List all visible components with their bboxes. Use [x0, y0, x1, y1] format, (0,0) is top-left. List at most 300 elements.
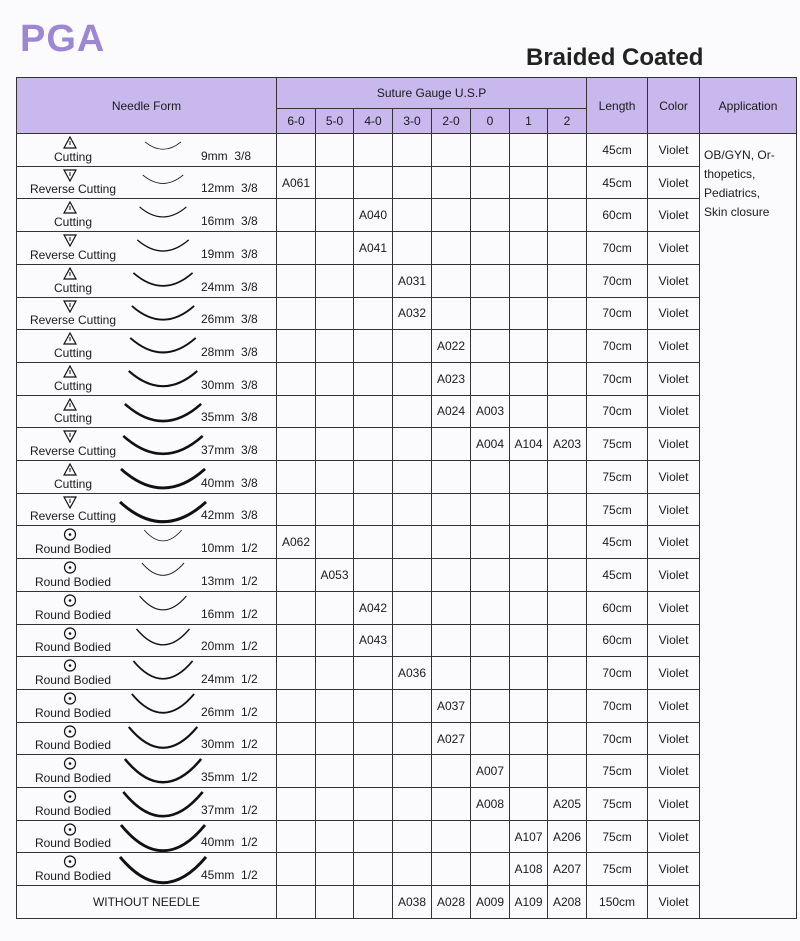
length-cell: 70cm	[587, 689, 648, 722]
needle-form-cell	[17, 788, 277, 821]
product-code-cell	[393, 428, 432, 461]
product-code-cell	[548, 657, 587, 690]
product-code-cell	[510, 166, 548, 199]
product-code-cell	[471, 362, 510, 395]
needle-size: 19mm	[201, 246, 235, 261]
table-row	[17, 461, 797, 494]
triangle-up-icon	[63, 365, 77, 378]
product-code-cell	[548, 461, 587, 494]
length-cell: 70cm	[587, 297, 648, 330]
needle-type-label: Reverse Cutting	[29, 509, 117, 524]
needle-type-label: Reverse Cutting	[29, 313, 117, 328]
product-code-cell: A024	[432, 395, 471, 428]
needle-size-label	[201, 476, 258, 490]
product-code-cell	[510, 134, 548, 167]
needle-curve: 1/2	[241, 835, 258, 850]
product-code-cell	[510, 330, 548, 363]
product-code-cell	[510, 755, 548, 788]
needle-size-label	[201, 705, 258, 719]
product-code-cell	[510, 722, 548, 755]
triangle-up-icon	[63, 201, 77, 214]
product-code-cell: A004	[471, 428, 510, 461]
needle-size: 26mm	[201, 704, 235, 719]
needle-type-label: Round Bodied	[34, 574, 112, 589]
product-code-cell: A107	[510, 820, 548, 853]
needle-curve: 3/8	[234, 148, 252, 163]
color-cell: Violet	[648, 689, 700, 722]
product-code-cell	[393, 134, 432, 167]
product-code-cell	[354, 788, 393, 821]
product-code-cell	[277, 657, 316, 690]
product-code-cell	[393, 624, 432, 657]
product-code-cell	[471, 493, 510, 526]
needle-size: 26mm	[201, 312, 235, 327]
color-cell: Violet	[648, 134, 700, 167]
product-code-cell	[316, 820, 354, 853]
product-code-cell	[432, 134, 471, 167]
needle-size-label	[201, 181, 258, 195]
circle-dot-icon	[63, 725, 77, 738]
needle-size-label	[201, 672, 258, 686]
needle-type-label: Round Bodied	[34, 542, 112, 557]
color-cell: Violet	[648, 591, 700, 624]
product-code-cell	[316, 297, 354, 330]
product-code-cell	[548, 232, 587, 265]
product-code-cell	[471, 657, 510, 690]
product-code-cell	[393, 232, 432, 265]
table-row	[17, 166, 797, 199]
product-code-cell	[354, 559, 393, 592]
needle-size-label	[201, 541, 258, 555]
needle-size: 37mm	[201, 802, 235, 817]
product-code-cell	[510, 788, 548, 821]
header-length: Length	[587, 78, 648, 134]
product-code-cell	[510, 297, 548, 330]
product-code-cell	[432, 755, 471, 788]
needle-size: 9mm	[201, 148, 228, 163]
product-code-cell	[277, 199, 316, 232]
product-code-cell	[510, 526, 548, 559]
color-cell: Violet	[648, 526, 700, 559]
product-code-cell: A062	[277, 526, 316, 559]
needle-form-cell	[17, 264, 277, 297]
product-code-cell	[393, 689, 432, 722]
product-code-cell	[316, 428, 354, 461]
needle-form-cell	[17, 428, 277, 461]
product-code-cell	[471, 559, 510, 592]
length-cell: 75cm	[587, 820, 648, 853]
product-code-cell	[393, 591, 432, 624]
circle-dot-icon	[63, 561, 77, 574]
needle-form-cell	[17, 853, 277, 886]
product-code-cell	[277, 362, 316, 395]
product-code-cell	[432, 624, 471, 657]
product-code-cell	[277, 232, 316, 265]
circle-dot-icon	[63, 790, 77, 803]
product-code-cell	[354, 362, 393, 395]
application-line: Skin closure	[704, 205, 770, 219]
product-code-cell	[548, 624, 587, 657]
product-code-cell	[354, 722, 393, 755]
product-code-cell: A203	[548, 428, 587, 461]
product-code-cell	[277, 428, 316, 461]
needle-size-label	[201, 803, 258, 817]
product-code-cell	[471, 853, 510, 886]
needle-curve: 1/2	[241, 639, 258, 654]
needle-type-label: Cutting	[53, 476, 93, 491]
product-code-cell	[354, 820, 393, 853]
circle-dot-icon	[63, 855, 77, 868]
application-cell	[700, 134, 797, 919]
triangle-down-icon	[63, 496, 77, 509]
product-code-cell	[548, 755, 587, 788]
product-code-cell	[354, 264, 393, 297]
header-color: Color	[648, 78, 700, 134]
needle-form-cell	[17, 559, 277, 592]
product-code-cell	[277, 395, 316, 428]
product-code-cell	[354, 395, 393, 428]
needle-size: 16mm	[201, 606, 235, 621]
color-cell: Violet	[648, 199, 700, 232]
product-code-cell	[354, 297, 393, 330]
product-code-cell: A022	[432, 330, 471, 363]
needle-curve: 3/8	[241, 443, 258, 458]
product-code-cell	[316, 853, 354, 886]
application-line: Pediatrics,	[704, 186, 761, 200]
needle-curve: 1/2	[241, 737, 258, 752]
needle-type-label: Round Bodied	[34, 771, 112, 786]
length-cell: 150cm	[587, 886, 648, 919]
product-code-cell	[432, 232, 471, 265]
needle-size: 37mm	[201, 443, 235, 458]
color-cell: Violet	[648, 657, 700, 690]
table-row	[17, 624, 797, 657]
color-cell: Violet	[648, 722, 700, 755]
table-row	[17, 722, 797, 755]
needle-curve: 1/2	[241, 573, 258, 588]
circle-dot-icon	[63, 659, 77, 672]
triangle-up-icon	[63, 332, 77, 345]
product-code-cell: A028	[432, 886, 471, 919]
needle-type-label: Round Bodied	[34, 869, 112, 884]
product-code-cell: A007	[471, 755, 510, 788]
header-gauge-3-0: 3-0	[393, 109, 432, 134]
needle-size-label	[201, 378, 258, 392]
needle-form-cell	[17, 461, 277, 494]
product-code-cell	[354, 428, 393, 461]
needle-size-label	[201, 737, 258, 751]
product-code-cell	[548, 559, 587, 592]
needle-size-label	[201, 410, 258, 424]
product-code-cell	[277, 134, 316, 167]
product-code-cell	[316, 461, 354, 494]
needle-size-label	[201, 214, 258, 228]
needle-size-label	[201, 443, 258, 457]
table-row	[17, 820, 797, 853]
table-row	[17, 657, 797, 690]
product-code-cell	[548, 134, 587, 167]
length-cell: 75cm	[587, 755, 648, 788]
needle-curve: 3/8	[241, 508, 258, 523]
circle-dot-icon	[63, 528, 77, 541]
needle-size: 40mm	[201, 475, 235, 490]
product-code-cell	[471, 591, 510, 624]
triangle-down-icon	[63, 169, 77, 182]
needle-type-label: Cutting	[53, 280, 93, 295]
header-gauge-0: 0	[471, 109, 510, 134]
needle-size: 42mm	[201, 508, 235, 523]
needle-size-label	[201, 835, 258, 849]
color-cell: Violet	[648, 264, 700, 297]
needle-curve: 3/8	[241, 279, 258, 294]
product-code-cell	[510, 395, 548, 428]
product-code-cell	[548, 166, 587, 199]
product-code-cell	[432, 853, 471, 886]
needle-type-label: Cutting	[53, 378, 93, 393]
needle-type-label: Round Bodied	[34, 803, 112, 818]
product-code-cell	[471, 166, 510, 199]
color-cell: Violet	[648, 853, 700, 886]
needle-curve: 3/8	[241, 312, 258, 327]
needle-form-cell	[17, 166, 277, 199]
needle-type-label: Reverse Cutting	[29, 182, 117, 197]
color-cell: Violet	[648, 461, 700, 494]
suture-table	[16, 77, 797, 919]
color-cell: Violet	[648, 755, 700, 788]
needle-form-cell	[17, 689, 277, 722]
needle-curve: 3/8	[241, 214, 258, 229]
needle-size: 24mm	[201, 279, 235, 294]
needle-size-label	[201, 345, 258, 359]
product-code-cell	[354, 853, 393, 886]
table-row-without-needle	[17, 886, 797, 919]
needle-size: 10mm	[201, 541, 235, 556]
product-code-cell	[354, 755, 393, 788]
product-code-cell	[277, 722, 316, 755]
product-code-cell: A042	[354, 591, 393, 624]
needle-type-label: Round Bodied	[34, 640, 112, 655]
product-code-cell	[548, 330, 587, 363]
needle-type-label: Reverse Cutting	[29, 444, 117, 459]
needle-size: 40mm	[201, 835, 235, 850]
table-row	[17, 428, 797, 461]
product-code-cell	[393, 166, 432, 199]
needle-size: 28mm	[201, 344, 235, 359]
subtitle: Braided Coated	[526, 44, 704, 71]
product-code-cell	[471, 264, 510, 297]
header-suture-gauge: Suture Gauge U.S.P	[277, 78, 587, 109]
product-code-cell	[316, 722, 354, 755]
color-cell: Violet	[648, 232, 700, 265]
product-code-cell: A206	[548, 820, 587, 853]
needle-type-label: Cutting	[53, 345, 93, 360]
product-code-cell	[393, 722, 432, 755]
product-code-cell	[393, 755, 432, 788]
table-row	[17, 853, 797, 886]
length-cell: 70cm	[587, 362, 648, 395]
product-code-cell	[432, 297, 471, 330]
product-code-cell	[471, 134, 510, 167]
color-cell: Violet	[648, 166, 700, 199]
product-code-cell	[277, 330, 316, 363]
product-code-cell	[471, 624, 510, 657]
needle-size-label	[201, 770, 258, 784]
triangle-down-icon	[63, 300, 77, 313]
product-code-cell	[316, 591, 354, 624]
length-cell: 45cm	[587, 559, 648, 592]
needle-form-cell	[17, 526, 277, 559]
table-row	[17, 134, 797, 167]
needle-type-label: Round Bodied	[34, 836, 112, 851]
product-code-cell	[277, 591, 316, 624]
needle-size-label	[201, 868, 258, 882]
product-code-cell: A205	[548, 788, 587, 821]
table-row	[17, 362, 797, 395]
product-code-cell	[510, 624, 548, 657]
product-code-cell	[354, 461, 393, 494]
table-row	[17, 330, 797, 363]
product-code-cell	[432, 264, 471, 297]
product-code-cell	[548, 264, 587, 297]
product-code-cell: A023	[432, 362, 471, 395]
length-cell: 70cm	[587, 722, 648, 755]
product-code-cell	[471, 330, 510, 363]
color-cell: Violet	[648, 395, 700, 428]
header-needle-form: Needle Form	[17, 78, 277, 134]
length-cell: 45cm	[587, 526, 648, 559]
needle-curve: 1/2	[241, 541, 258, 556]
product-code-cell: A104	[510, 428, 548, 461]
circle-dot-icon	[63, 757, 77, 770]
product-code-cell	[354, 886, 393, 919]
product-code-cell: A053	[316, 559, 354, 592]
length-cell: 60cm	[587, 199, 648, 232]
product-code-cell	[393, 461, 432, 494]
product-code-cell: A008	[471, 788, 510, 821]
header-gauge-4-0: 4-0	[354, 109, 393, 134]
length-cell: 70cm	[587, 657, 648, 690]
application-line: thopetics,	[704, 167, 756, 181]
needle-curve: 1/2	[241, 671, 258, 686]
needle-type-label: Round Bodied	[34, 705, 112, 720]
header-gauge-6-0: 6-0	[277, 109, 316, 134]
needle-curve: 3/8	[241, 377, 258, 392]
needle-form-cell	[17, 657, 277, 690]
table-row	[17, 232, 797, 265]
product-code-cell	[432, 788, 471, 821]
product-code-cell	[471, 689, 510, 722]
color-cell: Violet	[648, 493, 700, 526]
needle-form-cell	[17, 199, 277, 232]
table-row	[17, 755, 797, 788]
product-code-cell	[510, 657, 548, 690]
product-code-cell	[471, 232, 510, 265]
color-cell: Violet	[648, 362, 700, 395]
product-code-cell	[316, 493, 354, 526]
product-code-cell	[471, 526, 510, 559]
color-cell: Violet	[648, 820, 700, 853]
product-code-cell: A040	[354, 199, 393, 232]
length-cell: 75cm	[587, 428, 648, 461]
needle-size-label	[201, 149, 251, 163]
length-cell: 70cm	[587, 232, 648, 265]
triangle-up-icon	[63, 136, 77, 149]
product-code-cell: A109	[510, 886, 548, 919]
needle-curve: 1/2	[241, 704, 258, 719]
needle-curve: 1/2	[241, 868, 258, 883]
product-code-cell	[393, 526, 432, 559]
product-code-cell	[316, 788, 354, 821]
product-code-cell	[548, 526, 587, 559]
color-cell: Violet	[648, 559, 700, 592]
product-code-cell: A003	[471, 395, 510, 428]
product-code-cell	[393, 362, 432, 395]
product-code-cell	[393, 559, 432, 592]
needle-type-label: Round Bodied	[34, 672, 112, 687]
length-cell: 75cm	[587, 493, 648, 526]
needle-type-label: Cutting	[53, 215, 93, 230]
product-code-cell	[471, 199, 510, 232]
needle-curve: 3/8	[241, 475, 258, 490]
product-code-cell	[316, 134, 354, 167]
needle-size-label	[201, 639, 258, 653]
product-code-cell	[432, 199, 471, 232]
product-code-cell	[510, 493, 548, 526]
needle-curve: 3/8	[241, 181, 258, 196]
needle-form-cell	[17, 232, 277, 265]
table-row	[17, 689, 797, 722]
needle-size: 20mm	[201, 639, 235, 654]
length-cell: 60cm	[587, 624, 648, 657]
product-code-cell	[316, 362, 354, 395]
product-code-cell	[432, 493, 471, 526]
needle-size: 30mm	[201, 377, 235, 392]
product-code-cell	[316, 199, 354, 232]
length-cell: 75cm	[587, 853, 648, 886]
product-code-cell	[548, 591, 587, 624]
product-code-cell	[432, 820, 471, 853]
needle-form-cell	[17, 330, 277, 363]
product-code-cell	[548, 395, 587, 428]
needle-form-cell	[17, 624, 277, 657]
product-code-cell: A031	[393, 264, 432, 297]
product-code-cell	[316, 395, 354, 428]
triangle-down-icon	[63, 430, 77, 443]
needle-type-label: Reverse Cutting	[29, 247, 117, 262]
circle-dot-icon	[63, 594, 77, 607]
product-code-cell	[393, 493, 432, 526]
product-code-cell	[316, 166, 354, 199]
product-code-cell: A027	[432, 722, 471, 755]
product-code-cell	[510, 461, 548, 494]
product-code-cell	[316, 657, 354, 690]
product-code-cell	[393, 395, 432, 428]
product-code-cell	[316, 526, 354, 559]
needle-size-label	[201, 247, 258, 261]
product-code-cell	[277, 461, 316, 494]
product-code-cell	[354, 689, 393, 722]
product-code-cell	[316, 330, 354, 363]
needle-size-label	[201, 280, 258, 294]
triangle-up-icon	[63, 463, 77, 476]
length-cell: 45cm	[587, 166, 648, 199]
product-code-cell: A043	[354, 624, 393, 657]
application-line: OB/GYN, Or-	[704, 148, 775, 162]
circle-dot-icon	[63, 627, 77, 640]
product-code-cell	[510, 362, 548, 395]
product-code-cell	[471, 722, 510, 755]
needle-type-label: Cutting	[53, 149, 93, 164]
